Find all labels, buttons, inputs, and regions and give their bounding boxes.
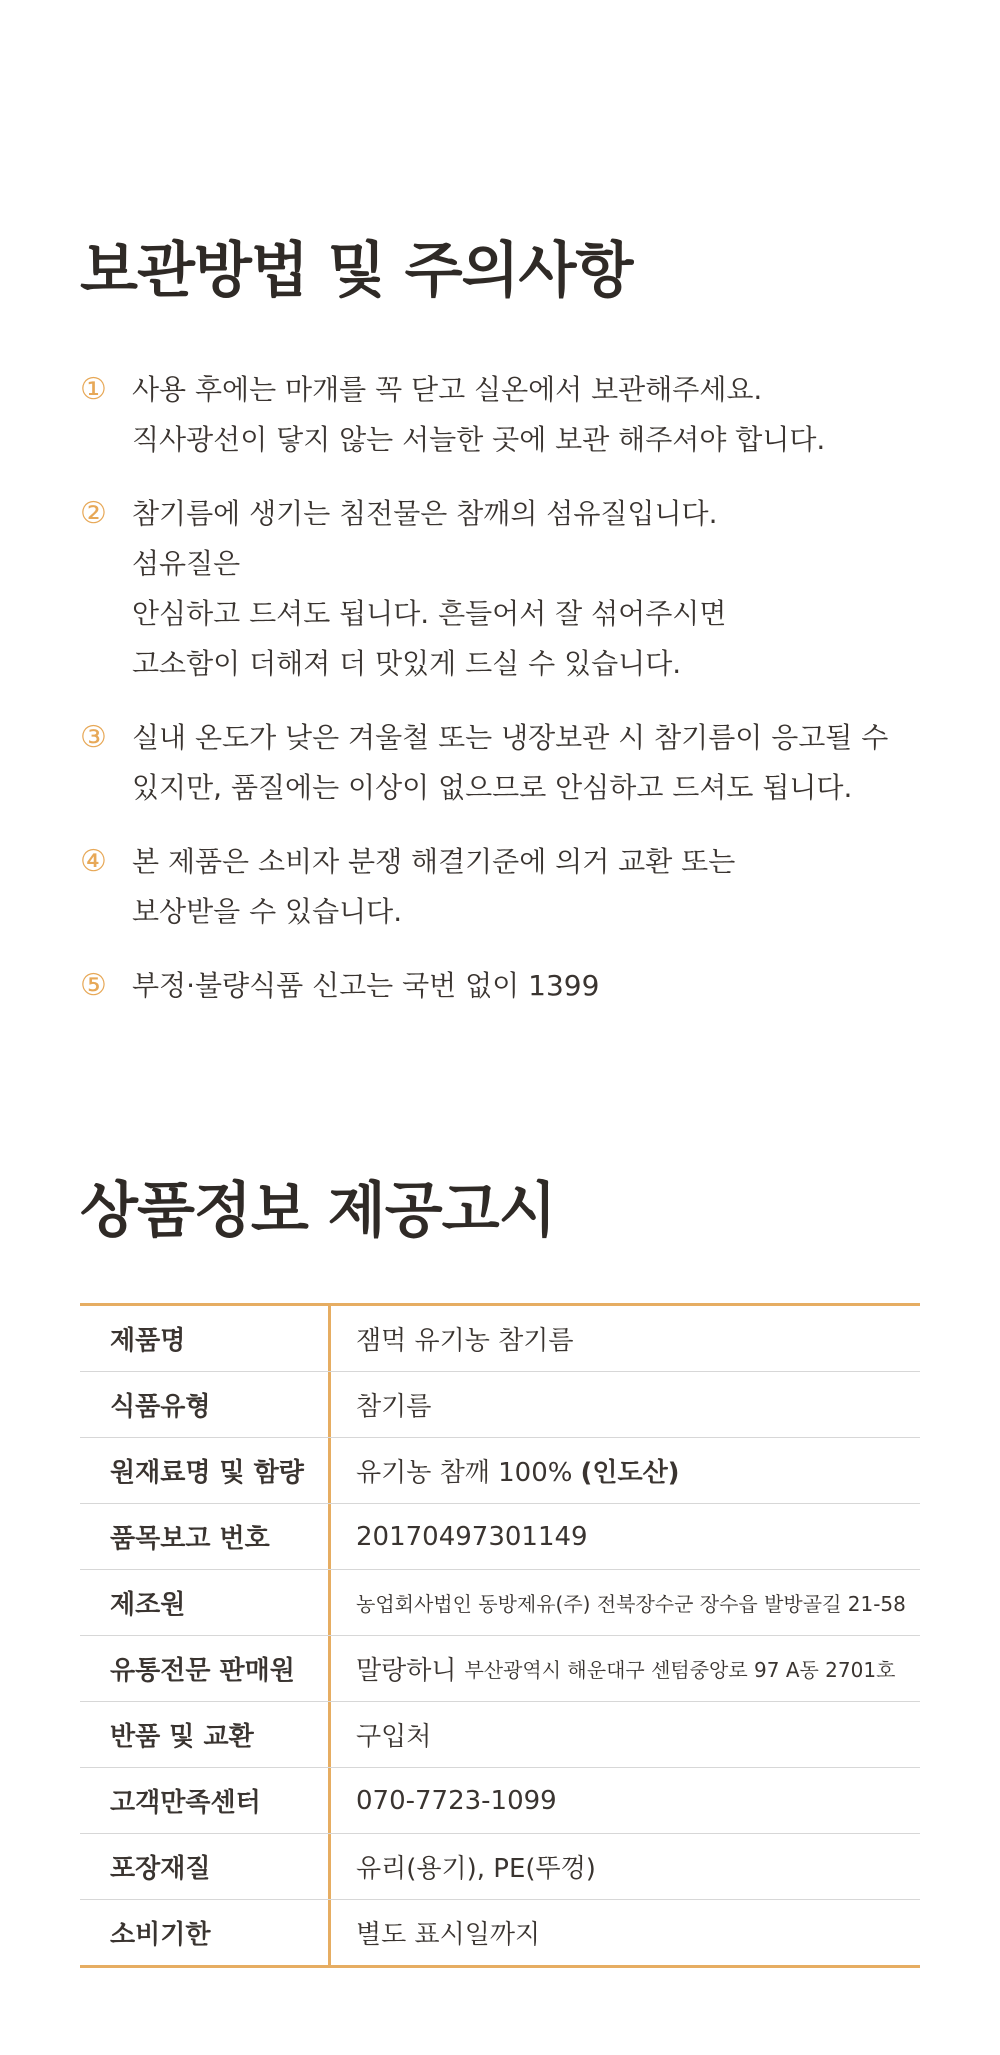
product-info-title: 상품정보 제공고시 bbox=[80, 1176, 556, 1246]
circled-number-4: ④ bbox=[80, 844, 107, 879]
row-label: 식품유형 bbox=[80, 1372, 331, 1437]
row-label: 소비기한 bbox=[80, 1900, 331, 1965]
caution-text: 본 제품은 소비자 분쟁 해결기준에 의거 교환 또는 bbox=[132, 845, 736, 878]
caution-text: 사용 후에는 마개를 꼭 닫고 실온에서 보관해주세요. bbox=[132, 373, 763, 406]
caution-item-5 bbox=[80, 961, 940, 1011]
caution-text: 부정·불량식품 신고는 국번 없이 1399 bbox=[132, 969, 600, 1002]
caution-text: 고소함이 더해져 더 맛있게 드실 수 있습니다. bbox=[132, 647, 682, 680]
row-value bbox=[331, 1372, 920, 1437]
row-value bbox=[331, 1636, 920, 1701]
distributor-value: 말랑하니 bbox=[356, 1656, 457, 1686]
product-info-table bbox=[80, 1303, 920, 1968]
customer-center-value: 070-7723-1099 bbox=[356, 1785, 557, 1816]
circled-number-1: ① bbox=[80, 372, 107, 407]
product-name-value: 잼먹 유기농 참기름 bbox=[356, 1326, 574, 1356]
caution-text: 섬유질은 bbox=[132, 547, 241, 580]
caution-text: 실내 온도가 낮은 겨울철 또는 냉장보관 시 참기름이 응고될 수 bbox=[132, 721, 889, 754]
table-row bbox=[80, 1306, 920, 1371]
row-label: 제품명 bbox=[80, 1306, 331, 1371]
report-number-value: 20170497301149 bbox=[356, 1521, 588, 1552]
circled-number-3: ③ bbox=[80, 720, 107, 755]
row-value bbox=[331, 1306, 920, 1371]
row-label: 원재료명 및 함량 bbox=[80, 1438, 331, 1503]
row-value bbox=[331, 1900, 920, 1965]
caution-item-4 bbox=[80, 837, 940, 937]
caution-text: 참기름에 생기는 침전물은 참깨의 섬유질입니다. bbox=[132, 497, 718, 530]
row-value bbox=[331, 1768, 920, 1833]
row-value bbox=[331, 1504, 920, 1569]
table-row bbox=[80, 1569, 920, 1635]
row-label: 유통전문 판매원 bbox=[80, 1636, 331, 1701]
row-label: 고객만족센터 bbox=[80, 1768, 331, 1833]
caution-list bbox=[80, 365, 940, 1011]
storage-caution-title: 보관방법 및 주의사항 bbox=[80, 236, 633, 306]
manufacturer-value: 농업회사법인 동방제유(주) 전북장수군 장수읍 발방골길 21-58 bbox=[356, 1592, 906, 1616]
caution-text: 있지만, 품질에는 이상이 없으므로 안심하고 드셔도 됩니다. bbox=[132, 771, 853, 804]
table-row bbox=[80, 1371, 920, 1437]
caution-text: 보상받을 수 있습니다. bbox=[132, 895, 403, 928]
table-row bbox=[80, 1635, 920, 1701]
caution-text: 직사광선이 닿지 않는 서늘한 곳에 보관 해주셔야 합니다. bbox=[132, 423, 826, 456]
caution-item-3 bbox=[80, 713, 940, 813]
table-row bbox=[80, 1701, 920, 1767]
distributor-address: 부산광역시 해운대구 센텀중앙로 97 A동 2701호 bbox=[464, 1658, 896, 1682]
table-row bbox=[80, 1833, 920, 1899]
table-row bbox=[80, 1899, 920, 1965]
row-value bbox=[331, 1570, 920, 1635]
food-type-value: 참기름 bbox=[356, 1392, 432, 1422]
expiry-value: 별도 표시일까지 bbox=[356, 1920, 541, 1950]
row-value bbox=[331, 1702, 920, 1767]
row-value bbox=[331, 1438, 920, 1503]
table-row bbox=[80, 1503, 920, 1569]
packaging-value: 유리(용기), PE(뚜껑) bbox=[356, 1854, 596, 1884]
caution-item-1 bbox=[80, 365, 940, 465]
row-label: 품목보고 번호 bbox=[80, 1504, 331, 1569]
return-value: 구입처 bbox=[356, 1722, 432, 1752]
ingredients-value: 유기농 참깨 100% bbox=[356, 1458, 573, 1488]
circled-number-2: ② bbox=[80, 496, 107, 531]
caution-text: 안심하고 드셔도 됩니다. 흔들어서 잘 섞어주시면 bbox=[132, 597, 727, 630]
table-row bbox=[80, 1437, 920, 1503]
caution-item-2 bbox=[80, 489, 940, 689]
table-row bbox=[80, 1767, 920, 1833]
row-label: 제조원 bbox=[80, 1570, 331, 1635]
origin-value: (인도산) bbox=[580, 1458, 680, 1488]
row-label: 반품 및 교환 bbox=[80, 1702, 331, 1767]
row-value bbox=[331, 1834, 920, 1899]
row-label: 포장재질 bbox=[80, 1834, 331, 1899]
circled-number-5: ⑤ bbox=[80, 968, 107, 1003]
